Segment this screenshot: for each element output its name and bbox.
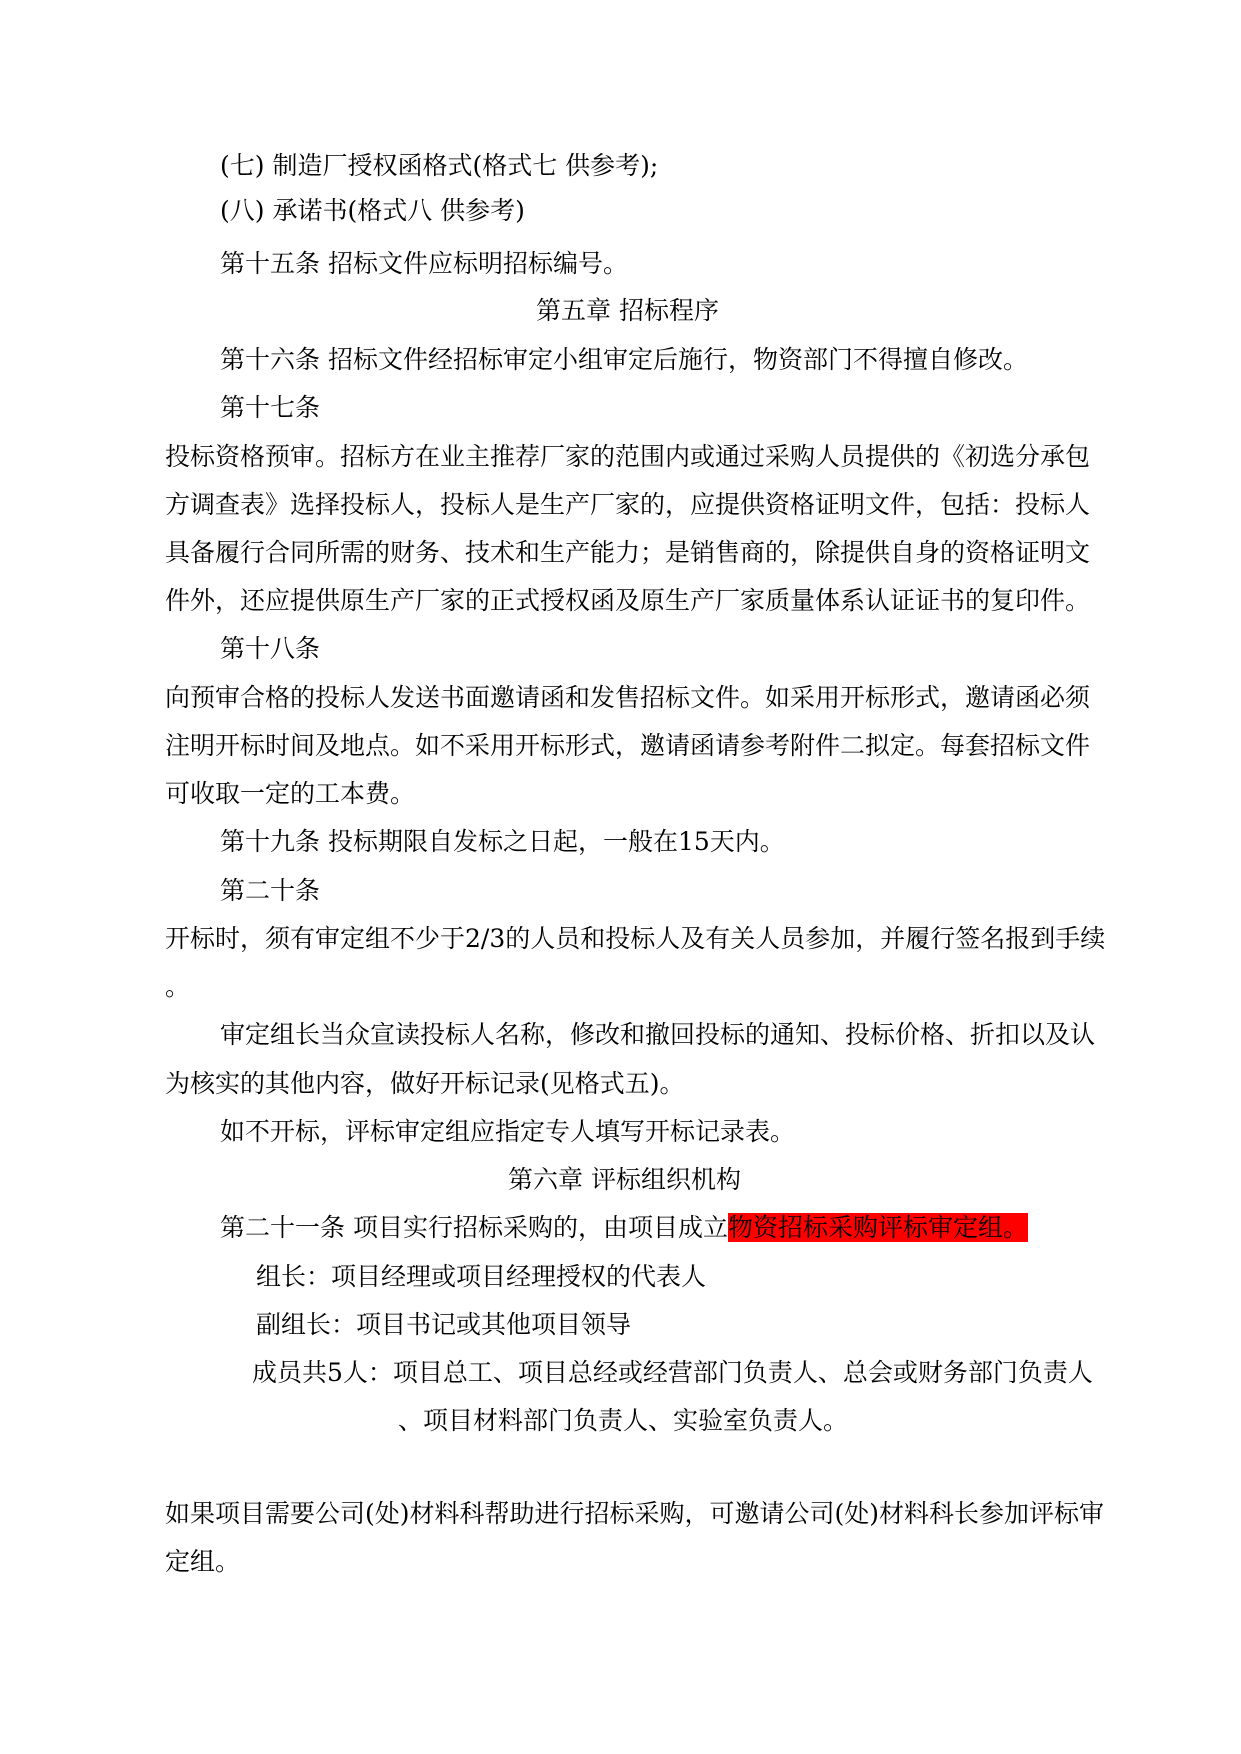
list-item-format-7: (七) 制造厂授权函格式(格式七 供参考); <box>220 151 659 180</box>
list-item-format-8: (八) 承诺书(格式八 供参考) <box>220 196 525 225</box>
article-15: 第十五条 招标文件应标明招标编号。 <box>220 249 628 278</box>
deputy-leader-line: 副组长：项目书记或其他项目领导 <box>256 1310 632 1339</box>
paragraph-line: 具备履行合同所需的财务、技术和生产能力；是销售商的，除提供自身的资格证明文 <box>165 538 1091 567</box>
chapter-6-heading: 第六章 评标组织机构 <box>508 1165 741 1194</box>
article-21-text: 第二十一条 项目实行招标采购的，由项目成立 <box>220 1213 728 1242</box>
article-21 <box>220 1213 1028 1243</box>
paragraph-line: 如果项目需要公司(处)材料科帮助进行招标采购，可邀请公司(处)材料科长参加评标审 <box>165 1499 1105 1528</box>
paragraph-line: 开标时，须有审定组不少于2/3的人员和投标人及有关人员参加，并履行签名报到手续 <box>165 924 1106 953</box>
paragraph-line: 定组。 <box>165 1547 241 1576</box>
leader-line: 组长：项目经理或项目经理授权的代表人 <box>256 1262 707 1291</box>
article-19: 第十九条 投标期限自发标之日起，一般在15天内。 <box>220 827 785 856</box>
article-20-heading: 第二十条 <box>220 876 321 905</box>
members-line-continued: 、项目材料部门负责人、实验室负责人。 <box>398 1406 849 1435</box>
members-line: 成员共5人：项目总工、项目总经或经营部门负责人、总会或财务部门负责人 <box>252 1358 1093 1387</box>
article-16: 第十六条 招标文件经招标审定小组审定后施行，物资部门不得擅自修改。 <box>220 345 1028 374</box>
paragraph-line: 投标资格预审。招标方在业主推荐厂家的范围内或通过采购人员提供的《初选分承包 <box>165 442 1091 471</box>
paragraph-line: 可收取一定的工本费。 <box>165 779 416 808</box>
paragraph-line: 向预审合格的投标人发送书面邀请函和发售招标文件。如采用开标形式，邀请函必须 <box>165 683 1091 712</box>
chapter-5-heading: 第五章 招标程序 <box>536 296 719 325</box>
paragraph-line: 如不开标，评标审定组应指定专人填写开标记录表。 <box>220 1117 796 1146</box>
article-18-heading: 第十八条 <box>220 634 321 663</box>
paragraph-line: 审定组长当众宣读投标人名称，修改和撤回投标的通知、投标价格、折扣以及认 <box>220 1020 1096 1049</box>
paragraph-line: 。 <box>165 972 191 1001</box>
highlighted-text: 物资招标采购评标审定组。 <box>727 1213 1028 1242</box>
paragraph-line: 方调查表》选择投标人，投标人是生产厂家的，应提供资格证明文件，包括：投标人 <box>165 490 1091 519</box>
paragraph-line: 件外，还应提供原生产厂家的正式授权函及原生产厂家质量体系认证证书的复印件。 <box>165 586 1091 615</box>
paragraph-line: 注明开标时间及地点。如不采用开标形式，邀请函请参考附件二拟定。每套招标文件 <box>165 731 1091 760</box>
paragraph-line: 为核实的其他内容，做好开标记录(见格式五)。 <box>165 1069 685 1098</box>
article-17-heading: 第十七条 <box>220 393 321 422</box>
